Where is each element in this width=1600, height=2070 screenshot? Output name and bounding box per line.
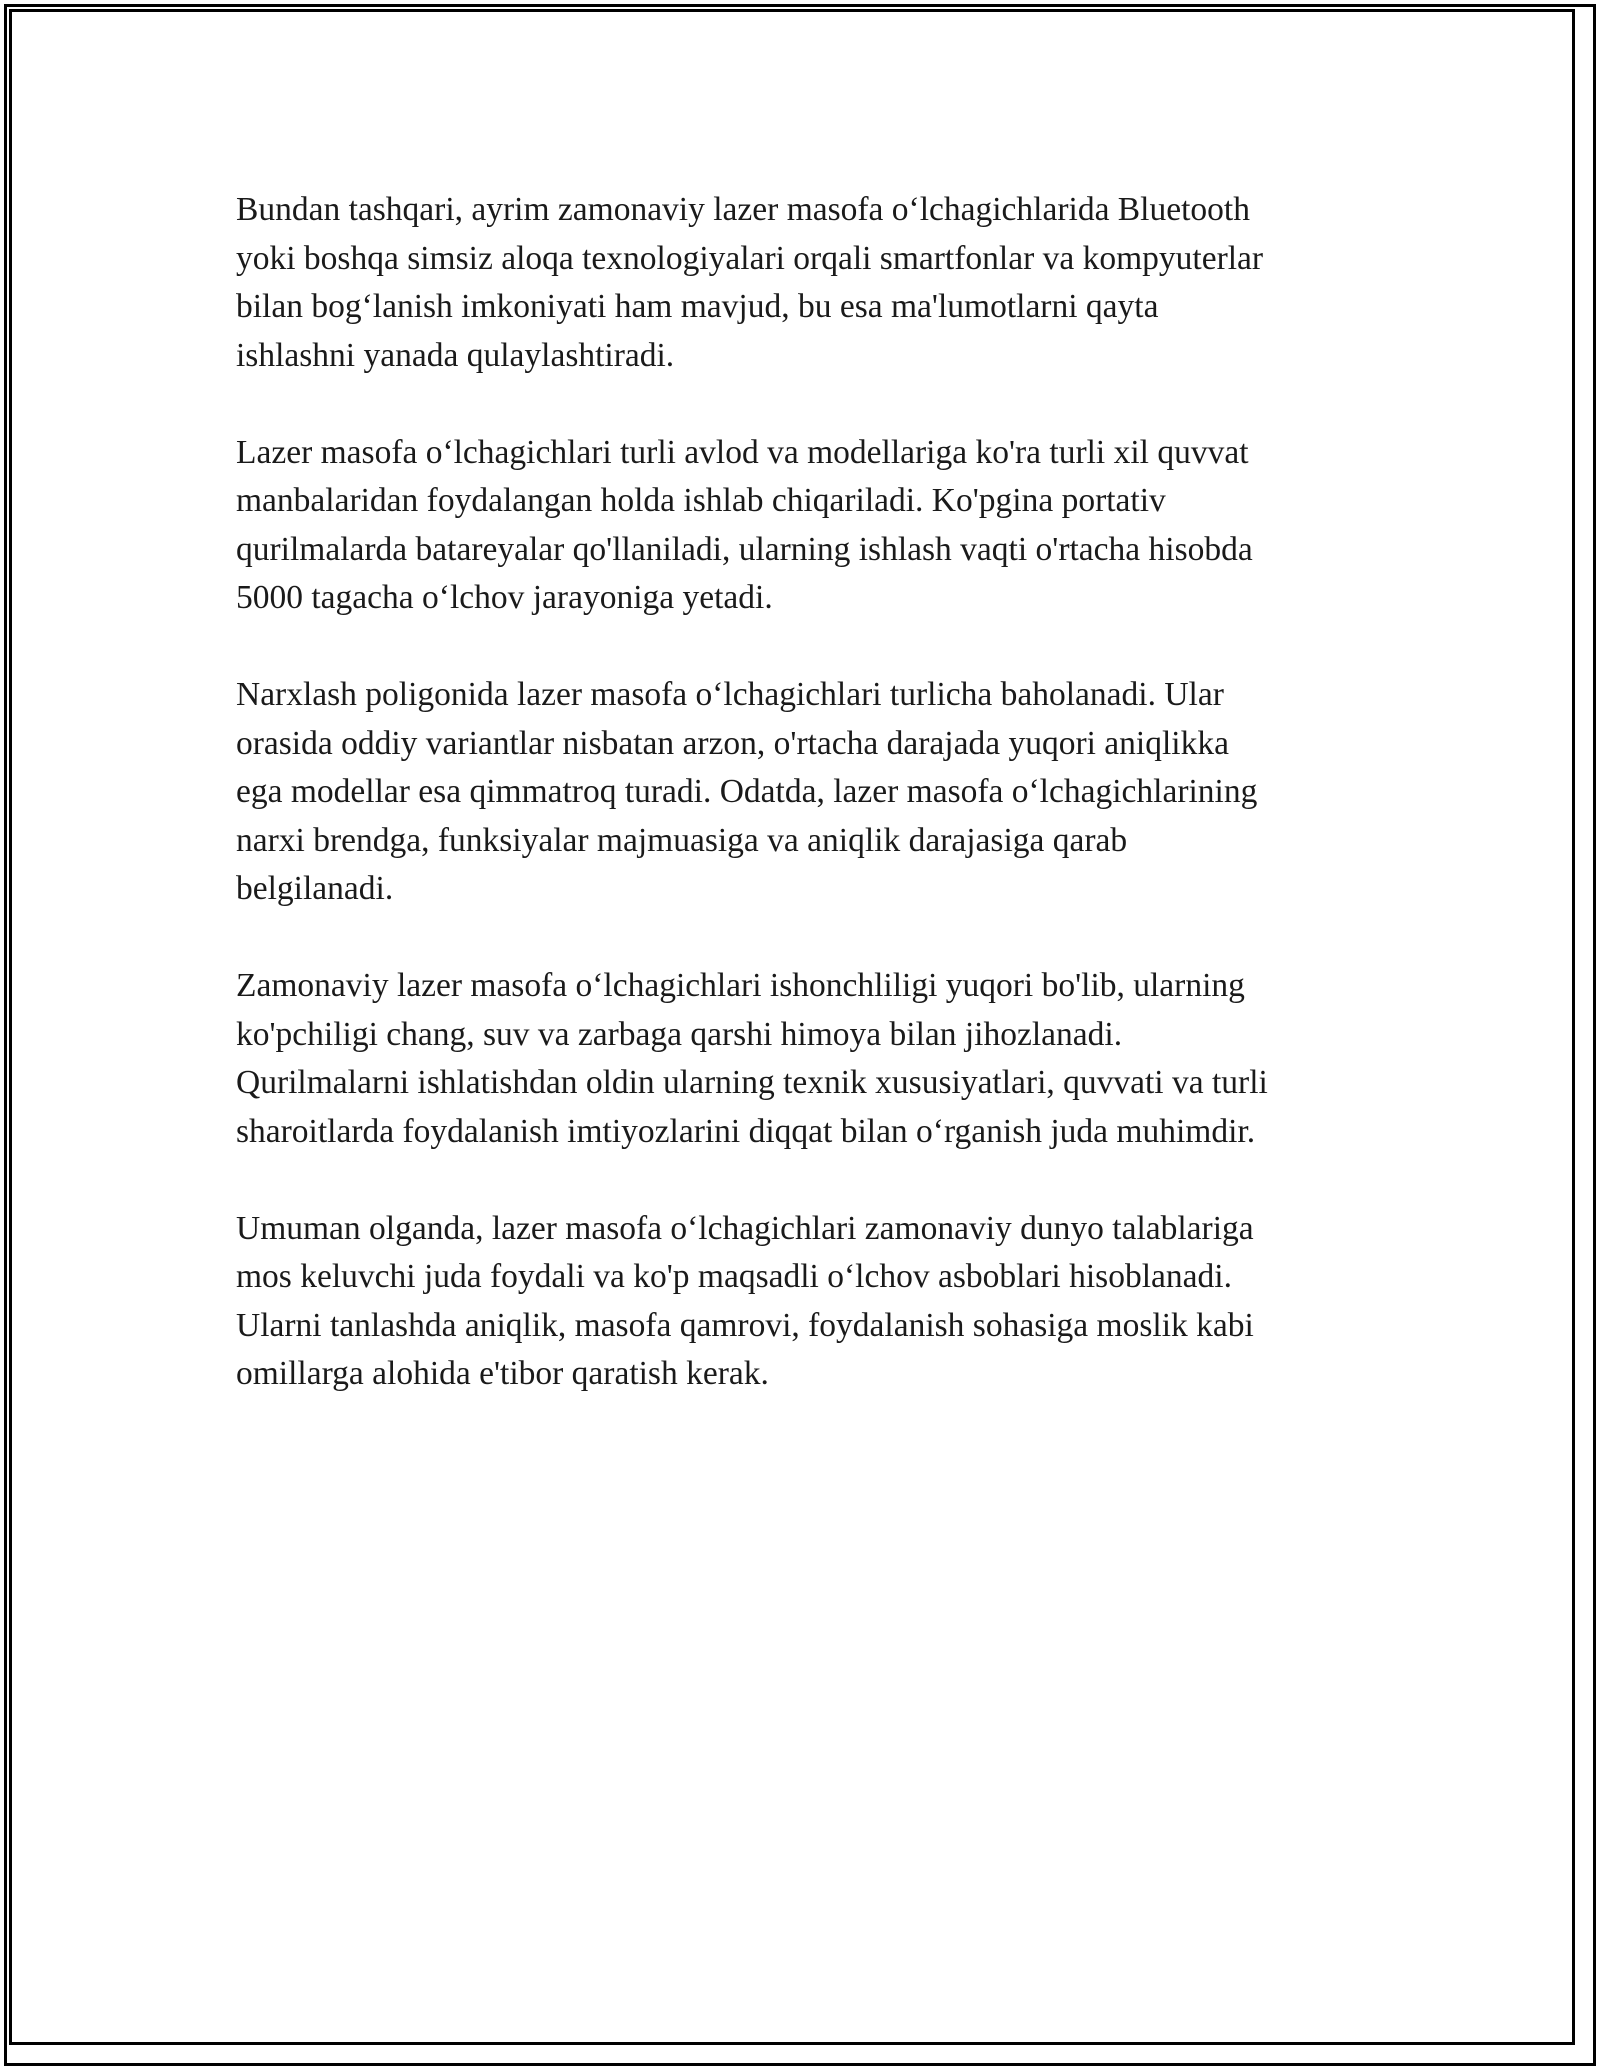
paragraph-3-line-4: narxi brendga, funksiyalar majmuasiga va aniqlik darajasiga qarab — [236, 821, 1128, 859]
paragraph-3 — [236, 671, 1386, 914]
paragraph-1-line-4: ishlashni yanada qulaylashtiradi. — [236, 336, 675, 374]
paragraph-2 — [236, 429, 1386, 623]
paragraph-2-line-2: manbalaridan foydalangan holda ishlab chiqariladi. Ko'pgina portativ — [236, 482, 1166, 519]
paragraph-4-line-3: Qurilmalarni ishlatishdan oldin ularning texnik xususiyatlari, quvvati va turli — [236, 1064, 1268, 1101]
paragraph-5-line-3: Ularni tanlashda aniqlik, masofa qamrovi, foydalanish sohasiga moslik kabi — [236, 1306, 1254, 1344]
paragraph-1-line-3: bilan bog‘lanish imkoniyati ham mavjud, bu esa ma'lumotlarni qayta — [236, 288, 1159, 325]
document-body — [236, 186, 1386, 1447]
paragraph-1-line-2: yoki boshqa simsiz aloqa texnologiyalari orqali smartfonlar va kompyuterlar — [236, 239, 1264, 277]
paragraph-3-line-3: ega modellar esa qimmatroq turadi. Odatda, lazer masofa o‘lchagichlarining — [236, 773, 1258, 810]
paragraph-3-line-2: orasida oddiy variantlar nisbatan arzon, o'rtacha darajada yuqori aniqlikka — [236, 724, 1229, 762]
paragraph-5 — [236, 1205, 1386, 1399]
paragraph-1-line-1: Bundan tashqari, ayrim zamonaviy lazer masofa o‘lchagichlarida Bluetooth — [236, 191, 1250, 228]
paragraph-2-line-3: qurilmalarda batareyalar qo'llaniladi, ularning ishlash vaqti o'rtacha hisobda — [236, 530, 1253, 568]
paragraph-2-line-4: 5000 tagacha o‘lchov jarayoniga yetadi. — [236, 579, 773, 616]
paragraph-4-line-2: ko'pchiligi chang, suv va zarbaga qarshi himoya bilan jihozlanadi. — [236, 1015, 1123, 1053]
paragraph-4-line-4: sharoitlarda foydalanish imtiyozlarini diqqat bilan o‘rganish juda muhimdir. — [236, 1112, 1256, 1150]
paragraph-1 — [236, 186, 1386, 380]
paragraph-5-line-4: omillarga alohida e'tibor qaratish kerak. — [236, 1355, 769, 1392]
paragraph-3-line-5: belgilanadi. — [236, 870, 394, 907]
paragraph-4 — [236, 962, 1386, 1156]
paragraph-2-line-1: Lazer masofa o‘lchagichlari turli avlod va modellariga ko'ra turli xil quvvat — [236, 433, 1249, 471]
paragraph-3-line-1: Narxlash poligonida lazer masofa o‘lchagichlari turlicha baholanadi. Ular — [236, 676, 1224, 713]
paragraph-5-line-1: Umuman olganda, lazer masofa o‘lchagichlari zamonaviy dunyo talablariga — [236, 1209, 1254, 1247]
paragraph-4-line-1: Zamonaviy lazer masofa o‘lchagichlari ishonchliligi yuqori bo'lib, ularning — [236, 967, 1245, 1004]
paragraph-5-line-2: mos keluvchi juda foydali va ko'p maqsadli o‘lchov asboblari hisoblanadi. — [236, 1258, 1232, 1295]
